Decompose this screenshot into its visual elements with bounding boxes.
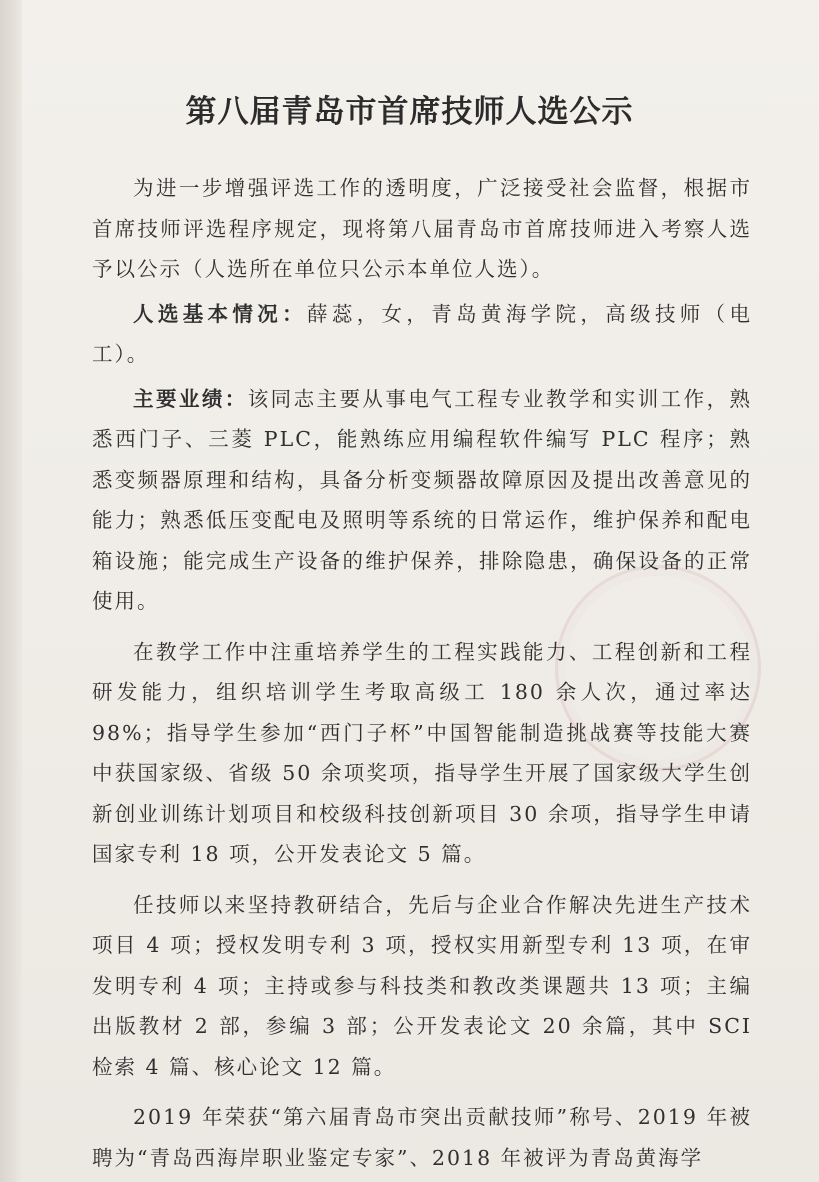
research-paragraph: 任技师以来坚持教研结合，先后与企业合作解决先进生产技术项目 4 项；授权发明专利 3 项，授权实用新型专利 13 项，在审发明专利 4 项；主持或参与科技类和教改类课题共 13 项；主编出版教材 2 部，参编 3 部；公开发表论文 20 余篇，其中 SCI 检索 4 篇、核心论文 12 篇。 — [92, 892, 752, 1079]
achievements-paragraph — [92, 379, 752, 622]
honors-paragraph: 2019 年荣获“第六届青岛市突出贡献技师”称号、2019 年被聘为“青岛西海岸职业鉴定专家”、2018 年被评为青岛黄海学 — [92, 1105, 752, 1170]
document-body — [92, 168, 752, 1178]
achievements-text: 该同志主要从事电气工程专业教学和实训工作，熟悉西门子、三菱 PLC，能熟练应用编程软件编写 PLC 程序；熟悉变频器原理和结构，具备分析变频器故障原因及提出改善意见的能力；熟悉低压变配电及照明等系统的日常运作，维护保养和配电箱设施；能完成生产设备的维护保养，排除隐患，确保设备的正常使用。 — [92, 386, 753, 613]
document-title: 第八届青岛市首席技师人选公示 — [185, 94, 634, 130]
teaching-paragraph: 在教学工作中注重培养学生的工程实践能力、工程创新和工程研发能力，组织培训学生考取高级工 180 余人次，通过率达 98%；指导学生参加“西门子杯”中国智能制造挑战赛等技能大赛中获国家级、省级 50 余项奖项，指导学生开展了国家级大学生创新创业训练计划项目和校级科技创新项目 30 余项，指导学生申请国家专利 18 项，公开发表论文 5 篇。 — [92, 639, 752, 866]
basic-info-label: 人选基本情况： — [133, 301, 307, 326]
basic-info-paragraph — [92, 294, 752, 375]
intro-paragraph: 为进一步增强评选工作的透明度，广泛接受社会监督，根据市首席技师评选程序规定，现将第八届青岛市首席技师进入考察人选予以公示（人选所在单位只公示本单位人选）。 — [92, 176, 752, 281]
basic-info-text: 薛蕊，女，青岛黄海学院，高级技师（电工）。 — [92, 301, 753, 366]
page-fold-shadow — [0, 0, 22, 1182]
achievements-label: 主要业绩： — [133, 386, 248, 411]
